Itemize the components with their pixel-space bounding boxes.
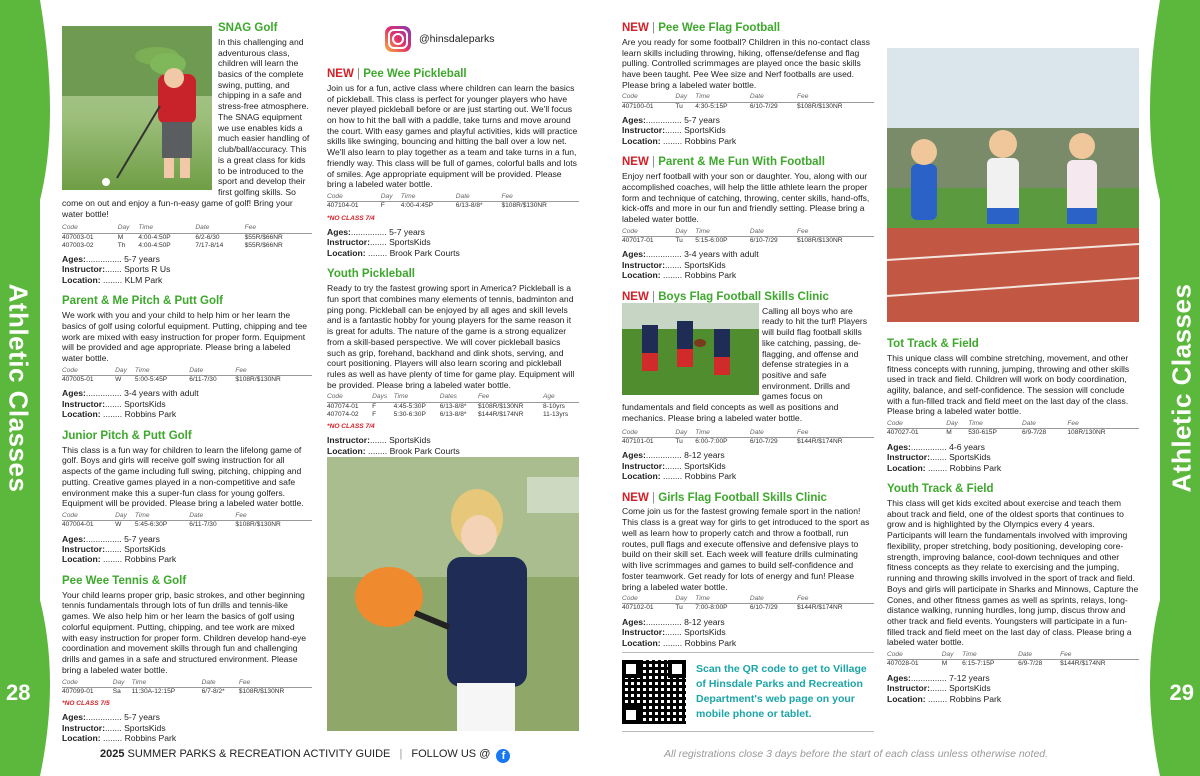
class-meta: Ages:............... 4-6 years Instructor:....... SportsKids Location: ........ Robbins Park <box>887 441 1002 473</box>
class-tot-track-field <box>887 338 1139 473</box>
schedule-table: Code Day Time Date Fee 407101-01 Tu 6:00-7:00P 6/10-7/29 $144R/$174NR <box>622 429 874 446</box>
col-date: Date <box>195 224 244 233</box>
table-row[interactable]: 407004-01 W 5:45-6:30P 6/11-7/30 $108R/$130NR <box>62 521 281 529</box>
class-youth-track-field <box>887 483 1139 704</box>
class-meta: Ages:............... 5-7 years Instructor:....... SportsKids Location: ........ Robbins Park <box>62 712 177 744</box>
class-meta: Ages:............... 8-12 years Instructor:....... SportsKids Location: ........ Robbins Park <box>622 450 737 482</box>
facebook-icon[interactable]: f <box>496 749 510 763</box>
table-row[interactable]: 407099-01 Sa 11:30A-12:15P 6/7-8/2* $108R/$130NR <box>62 687 285 695</box>
col-day: Day <box>118 224 139 233</box>
schedule-table <box>62 224 312 250</box>
class-meta: Ages:............... 3-4 years with adult Instructor:....... SportsKids Location: ........ Robbins Park <box>622 249 759 281</box>
no-class-note: *NO CLASS 7/5 <box>62 700 110 708</box>
column-1 <box>62 22 312 754</box>
class-title: NEW | Boys Flag Football Skills Clinic <box>622 290 829 303</box>
col-fee: Fee <box>245 224 312 233</box>
class-meta: Ages:............... 5-7 years Instructor:....... SportsKids Location: ........ Robbins Park <box>622 114 737 146</box>
class-parent-pitch-putt <box>62 295 312 419</box>
class-junior-pitch-putt <box>62 430 312 565</box>
class-meta: Ages:............... 8-12 years Instructor:....... SportsKids Location: ........ Robbins Park <box>622 616 737 648</box>
class-title: Junior Pitch & Putt Golf <box>62 429 192 442</box>
table-row[interactable]: 407100-01 Tu 4:30-5:15P 6/10-7/29 $108R/$130NR <box>622 102 843 110</box>
class-title: NEW | Pee Wee Flag Football <box>622 22 781 34</box>
schedule-table: Code Day Time Date Fee 407102-01 Tu 7:00-8:00P 6/10-7/29 $144R/$174NR <box>622 595 874 612</box>
qr-code-box <box>622 652 874 732</box>
column-2 <box>327 68 579 466</box>
class-description: Join us for a fun, active class where children can learn the basics of pickleball. This class is perfect for younger players who have never played pickleball before or are just starting out. We'll focus on how to hit the ball with a paddle, take turns and move around the court. With easy games and playful activities, kids will practice skills like swinging, bouncing and hitting the ball over a low net. We'll also learn to play together as a team and take turns in a fun, friendly way. This class will be full of games, colorful balls and lots of smiles. Age appropriate equipment will be provided. Please bring a labeled water bottle. <box>327 82 578 190</box>
class-description: Ready to try the fastest growing sport in America? Pickleball is a fun sport that combines many elements of tennis, badminton and ping pong. Pickleball can be enjoyed by all ages and skill levels and is a fantastic hobby for young players for the same reason it is great for adults. The nature of the game is a strong equalizer from a skill-based perspective. We will cover pickleball basics such as grip, forehand, backhand and dink shots, serving, and court positioning. Players will also learn scoring and pickleball rules as well as have plenty of time for game play. Equipment will be provided. Please bring a labeled water bottle. <box>327 283 575 390</box>
table-row[interactable]: 407003-02 Th 4:00-4:50P 7/17-8/14 $55R/$66NR <box>62 241 283 249</box>
class-title: NEW | Girls Flag Football Skills Clinic <box>622 491 827 504</box>
class-title: NEW | Pee Wee Pickleball <box>327 68 467 80</box>
table-row[interactable]: 407074-02 F 5:30-6:30P 6/13-8/8* $144R/$174NR 11-13yrs <box>327 410 569 418</box>
qr-code-icon[interactable] <box>622 660 686 724</box>
class-description: This class will get kids excited about exercise and teach them about track and field, one of the oldest sports that continues to grow and is highlighted by the Olympics every 4 years. Participants will learn the fundamentals involved with improving flexibility, proper stretching, body positioning, developing core-strength, improving balance, cool-down techniques and other fitness concepts as they relate to exercising and the jumping, running and throwing skills involved in the sport of track and field. Boys and girls will participate in Sharks and Minnows, Capture the Cones, and other fitness games as well as sprints, relays, long-distance walking, running hurdles, long jump, discus throw and other track and field events. Youngsters will participate in a fun-filled track and field meet on the last day of class. Please bring a labeled water bottle. <box>887 497 1139 648</box>
qr-instructions: Scan the QR code to get to Village of Hinsdale Parks and Recreation Department's web page on your mobile phone or tablet. <box>696 662 867 721</box>
class-title: Youth Track & Field <box>887 483 994 496</box>
class-description: Calling all boys who are ready to hit the turf! Players will build flag football skills like catching, passing, de-flagging, and offense and defense strategies in a positive and safe environment. Drills and games focus on fundamentals and field concepts as well as positions and mechanics. Please bring a labeled water bottle. <box>622 305 868 423</box>
instagram-handle-text: @hinsdaleparks <box>419 33 495 45</box>
track-kids-photo <box>887 48 1139 322</box>
class-description: In this challenging and adventurous class, children will learn the basics of the complete swing, putting, and chipping in a safe and stress-free atmosphere. The SNAG equipment we use enables kids a much easier handling of club/ball/accuracy. This is a great class for kids to be introduced to the sport and develop their first golfing skills. So come on out and enjoy a fun-n-easy game of golf! Bring your water bottle! <box>62 36 310 219</box>
class-pee-wee-pickleball <box>327 68 579 258</box>
right-page-number: 29 <box>1169 680 1194 705</box>
class-description: Enjoy nerf football with your son or daughter. You, along with our accomplished coaches, will help the little athlete learn the proper form and technique of catching, throwing, center skills, hand-offs, kick-offs and more in our fun and friendly setting. Please bring a labeled water bottle. <box>622 171 870 225</box>
schedule-table: Code Day Time Date Fee 407004-01 W 5:45-6:30P 6/11-7/30 $108R/$130NR <box>62 512 312 529</box>
class-meta: Ages:............... 5-7 years Instructor:....... SportsKids Location: ........ Brook Park Courts <box>327 226 460 258</box>
col-code: Code <box>62 224 118 233</box>
footer-year: 2025 <box>100 748 125 760</box>
class-meta: Ages:............... 5-7 years Instructor:....... Sports R Us Location: ........ KLM Park <box>62 253 171 285</box>
golf-photo-spacer <box>62 22 218 194</box>
footer-left <box>100 748 510 763</box>
pickleball-kid-photo <box>327 457 579 731</box>
class-description: This class is a fun way for children to learn the lifelong game of golf. Boys and girls will receive golf swing instruction for all aspects of the game including full swing, pitching, chipping and putting. Creative games played in a non-competitive and safe environment make this a super-fun class for young golfers. Equipment will be provided. Please bring a labeled water bottle. <box>62 444 304 509</box>
class-meta: Ages:............... 7-12 years Instructor:....... SportsKids Location: ........ Robbins Park <box>887 672 1002 704</box>
footer-registration-note: All registrations close 3 days before the start of each class unless otherwise noted. <box>664 748 1049 760</box>
col-time: Time <box>138 224 195 233</box>
no-class-note: *NO CLASS 7/4 <box>327 214 375 222</box>
column-3 <box>622 22 874 658</box>
class-title: NEW | Parent & Me Fun With Football <box>622 156 825 169</box>
schedule-table: Code Day Time Date Fee 407005-01 W 5:00-5:45P 6/11-7/30 $108R/$130NR <box>62 367 312 384</box>
footer-separator: | <box>399 748 403 760</box>
class-title: Youth Pickleball <box>327 268 415 281</box>
class-youth-pickleball <box>327 268 579 456</box>
class-title: SNAG Golf <box>218 22 278 34</box>
class-description: Come join us for the fastest growing female sport in the nation! This class is a great way for girls to get introduced to the sport as well as learn how to properly catch and throw a football, run routes, pull flags and execute offensive and defensive plays to build on their skill set. Each week will feature drills culminating with live scrimmages and games to build self-confidence and foster teamwork. Get ready for lots of energy and fun! Please bring a labeled water bottle. <box>622 506 870 592</box>
class-meta: Ages:............... 5-7 years Instructor:....... SportsKids Location: ........ Robbins Park <box>62 533 177 565</box>
class-title: Pee Wee Tennis & Golf <box>62 574 187 587</box>
footer-guide-title: SUMMER PARKS & RECREATION ACTIVITY GUIDE <box>127 748 391 760</box>
class-boys-flag-football <box>622 291 874 482</box>
right-section-title: Athletic Classes <box>1166 283 1197 493</box>
schedule-table: Code Day Time Date Fee 407104-01 F 4:00-4:45P 6/13-8/8* $108R/$130NR <box>327 193 579 210</box>
schedule-table: Code Days Time Dates Fee Age 407074-01 F 4:45-5:30P 6/13-8/8* $108R/$130NR 8-10yrs 407074-02 F 5:30-6:30P 6/13-8/8* $144R/$174NR 11-13yrs <box>327 393 579 419</box>
table-row[interactable]: 407104-01 F 4:00-4:45P 6/13-8/8* $108R/$130NR <box>327 202 547 210</box>
class-meta: Ages:............... 3-4 years with adult Instructor:....... SportsKids Location: ........ Robbins Park <box>62 388 199 420</box>
table-row[interactable]: 407003-01 M 4:00-4:50P 6/2-6/30 $55R/$66NR <box>62 233 283 241</box>
table-row[interactable]: 407074-01 F 4:45-5:30P 6/13-8/8* $108R/$130NR 8-10yrs <box>327 402 565 410</box>
schedule-table: Code Day Time Date Fee 407028-01 M 6:15-7:15P 6/9-7/28 $144R/$174NR <box>887 651 1139 668</box>
schedule-table: Code Day Time Date Fee 407099-01 Sa 11:30A-12:15P 6/7-8/2* $108R/$130NR <box>62 679 312 696</box>
table-row[interactable]: 407027-01 M 530-615P 6/9-7/28 108R/130NR <box>887 429 1106 437</box>
table-row[interactable]: 407005-01 W 5:00-5:45P 6/11-7/30 $108R/$130NR <box>62 376 281 384</box>
table-row[interactable]: 407028-01 M 6:15-7:15P 6/9-7/28 $144R/$174NR <box>887 660 1106 668</box>
table-row[interactable]: 407017-01 Tu 5:15-6:00P 6/10-7/29 $108R/$130NR <box>622 237 843 245</box>
instagram-handle[interactable] <box>385 26 494 52</box>
table-row[interactable]: 407102-01 Tu 7:00-8:00P 6/10-7/29 $144R/$174NR <box>622 604 843 612</box>
class-pee-wee-flag-football <box>622 22 874 146</box>
column-4 <box>887 338 1139 714</box>
class-pee-wee-tennis-golf <box>62 575 312 744</box>
class-description: We work with you and your child to help him or her learn the basics of golf using colorful equipment. Putting, chipping and tee work are mixed with easy instruction for proper form. Equipment will be provided and age appropriate. Please bring a labeled water bottle. <box>62 310 308 364</box>
class-description: Your child learns proper grip, basic strokes, and other beginning tennis fundamentals through lots of fun drills and tennis-like games. We also help him or her learn the basics of golf using colorful equipment. Putting, chipping, and tee work are mixed with easy instruction for proper form. Children develop hand-eye coordination and movement skills through fun and challenging drills and games in a safe and structured environment. Please bring a labeled water bottle. <box>62 589 307 675</box>
class-title: Parent & Me Pitch & Putt Golf <box>62 295 224 308</box>
class-description: This unique class will combine stretching, movement, and other fitness concepts with running, jumping, throwing and other skills used in track and field. Children will work on body coordination, agility, balance, and self-confidence. The session will conclude with a fun-filled track and field meet on the last day of the class. Please bring a labeled water bottle. <box>887 352 1130 417</box>
footer-follow: FOLLOW US @ <box>411 748 491 760</box>
schedule-table: Code Day Time Date Fee 407017-01 Tu 5:15-6:00P 6/10-7/29 $108R/$130NR <box>622 228 874 245</box>
class-girls-flag-football <box>622 492 874 649</box>
class-meta: Instructor:....... SportsKids Location: ........ Brook Park Courts <box>327 435 460 456</box>
class-title: Tot Track & Field <box>887 338 979 350</box>
schedule-table: Code Day Time Date Fee 407027-01 M 530-615P 6/9-7/28 108R/130NR <box>887 420 1139 437</box>
schedule-table: Code Day Time Date Fee 407100-01 Tu 4:30-5:15P 6/10-7/29 $108R/$130NR <box>622 93 874 110</box>
left-page-number: 28 <box>6 680 31 705</box>
left-section-title: Athletic Classes <box>3 283 34 493</box>
instagram-icon <box>385 26 411 52</box>
football-photo-spacer <box>622 306 762 400</box>
class-parent-fun-football <box>622 156 874 280</box>
class-description: Are you ready for some football? Children in this no-contact class learn skills including throwing, hiking, offense/defense and flag pulling. Controlled scrimmages are played once the basic skills have been taught. Pee Wee size and Nerf footballs are used. Please bring a labeled water bottle. <box>622 36 870 90</box>
no-class-note: *NO CLASS 7/4 <box>327 423 375 431</box>
table-row[interactable]: 407101-01 Tu 6:00-7:00P 6/10-7/29 $144R/$174NR <box>622 437 843 445</box>
